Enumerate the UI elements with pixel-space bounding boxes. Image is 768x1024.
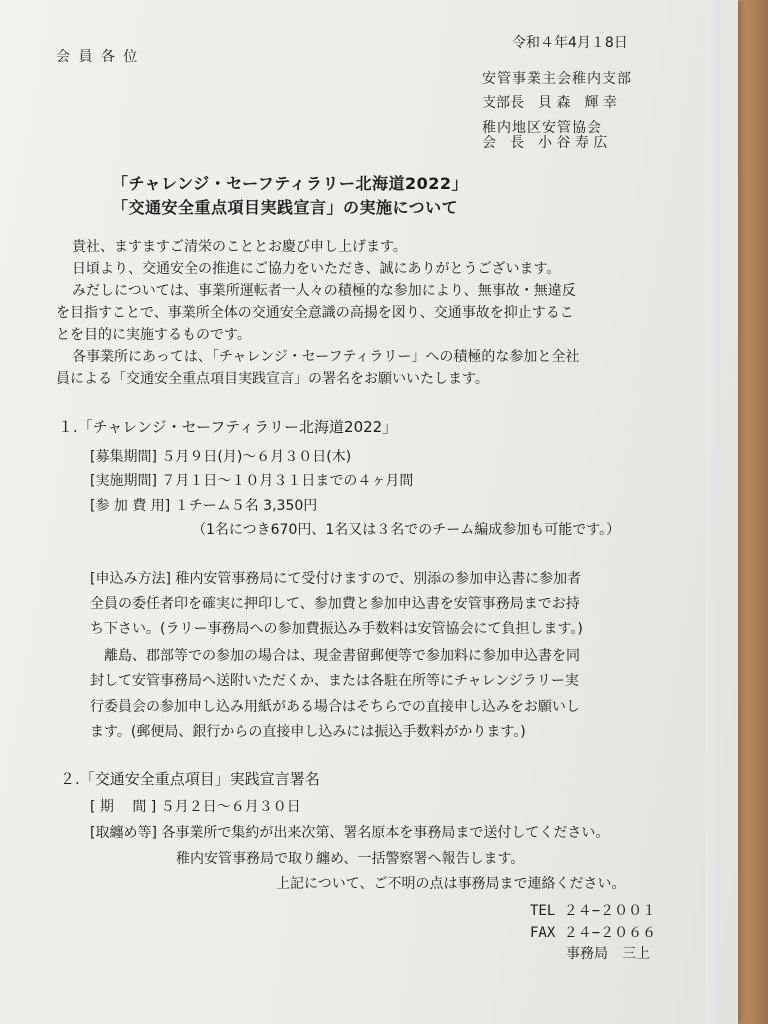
remote-line: 封して安管事務局へ送附いただくか、または各駐在所等にチャレンジラリー実	[90, 673, 579, 689]
remote-line: 行委員会の参加申し込み用紙がある場合はそちらでの直接申し込みをお願いし	[90, 699, 580, 715]
participation-fee: [参 加 費 用] １チーム５名 3,350円	[90, 498, 318, 514]
title-line-2: 「交通安全重点項目実践宣言」の実施について	[112, 198, 459, 217]
title-line-1: 「チャレンジ・セーフティラリー北海道2022」	[112, 174, 469, 193]
intro-line: とを目的に実施するものです。	[56, 327, 251, 343]
sender2-org: 稚内地区安管協会	[482, 120, 602, 136]
fee-note: （1名につき670円、1名又は３名でのチーム編成参加も可能です。）	[192, 522, 621, 538]
section2-heading: ２.「交通安全重点項目」実践宣言署名	[60, 770, 320, 788]
collection-line: 稚内安管事務局で取り纏め、一括警察署へ報告します。	[176, 851, 525, 867]
intro-line: 員による「交通安全重点項目実践宣言」の署名をお願いいたします。	[56, 371, 489, 387]
closing-note: 上記について、ご不明の点は事務局まで連絡ください。	[276, 876, 626, 892]
sender1-name: 支部長 貝 森 輝 幸	[482, 95, 617, 111]
addressee: 会 員 各 位	[56, 49, 140, 65]
remote-line: 離島、郡部等での参加の場合は、現金書留郵便等で参加料に参加申込書を同	[104, 648, 580, 664]
intro-line: みだしについては、事業所運転者一人々の積極的な参加により、無事故・無違反	[72, 283, 576, 299]
intro-line: 各事業所にあっては、「チャレンジ・セーフティラリー」への積極的な参加と全社	[72, 349, 580, 365]
sender1-org: 安管事業主会稚内支部	[482, 71, 632, 87]
office-contact: 事務局 三上	[566, 946, 650, 962]
plastic-sleeve-edge	[706, 0, 720, 1024]
fax-number: FAX ２４−２０６６	[530, 925, 657, 941]
apply-line: 全員の委任者印を確実に押印して、参加費と参加申込書を安管事務局までお持	[90, 596, 580, 612]
date: 令和４年4月１8日	[512, 35, 628, 51]
signature-period: [ 期 間 ] ５月２日〜６月３０日	[90, 799, 301, 815]
sender2-name: 会 長 小 谷 寿 広	[482, 135, 608, 151]
tel-number: TEL ２４−２００１	[530, 903, 657, 919]
apply-line: [申込み方法] 稚内安管事務局にて受付けますので、別添の参加申込書に参加者	[90, 571, 582, 587]
recruit-period: [募集期間] ５月９日(月)〜６月３０日(木)	[90, 449, 352, 465]
intro-line: を目指すことで、事業所全体の交通安全意識の高揚を図り、交通事故を抑止するこ	[56, 305, 574, 321]
apply-line: ち下さい。(ラリー事務局への参加費振込み手数料は安管協会にて負担します。)	[90, 621, 583, 637]
remote-line: ます。(郵便局、銀行からの直接申し込みには振込手数料がかります。)	[90, 724, 526, 740]
section1-heading: １.「チャレンジ・セーフティラリー北海道2022」	[58, 418, 398, 436]
intro-line: 貴社、ますますご清栄のこととお慶び申し上げます。	[72, 239, 407, 255]
intro-line: 日頃より、交通安全の推進にご協力をいただき、誠にありがとうございます。	[72, 261, 561, 277]
implementation-period: [実施期間] ７月１日〜１０月３１日までの４ヶ月間	[90, 473, 414, 489]
collection-line: [取纏め等] 各事業所で集約が出来次第、署名原本を事務局まで送付してください。	[90, 825, 610, 841]
